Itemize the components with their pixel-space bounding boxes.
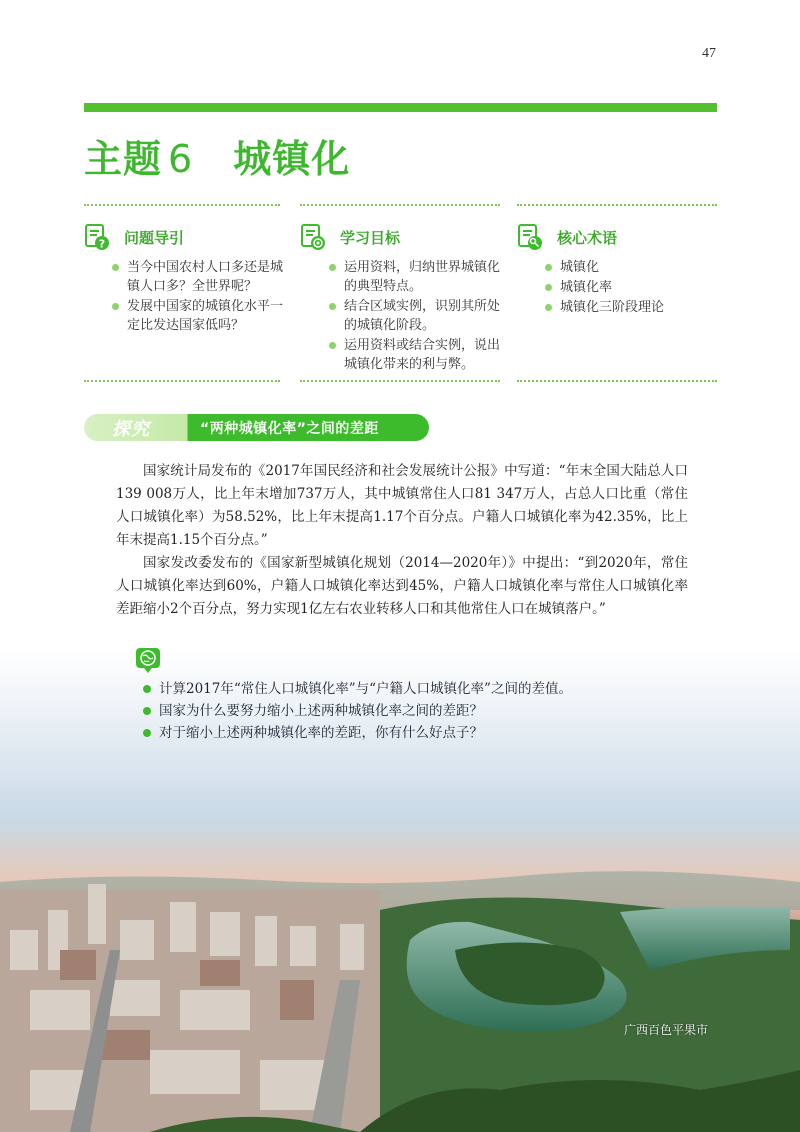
- target-doc-icon: [300, 223, 326, 251]
- column-title: 学习目标: [340, 228, 401, 247]
- paragraph: 国家发改委发布的《国家新型城镇化规划（2014—2020年）》中提出：“到2020年，常住人口城镇化率达到60%，户籍人口城镇化率达到45%，户籍人口城镇化率与常住人口城镇化率差距缩小2个百分点，努力实现1亿左右农业转移人口和其他常住人口在城镇落户。”: [116, 555, 688, 617]
- column-divider-top: [517, 204, 717, 206]
- column-title: 核心术语: [557, 228, 618, 247]
- explore-banner: [84, 414, 429, 441]
- photo-caption: 广西百色平果市: [624, 1023, 709, 1037]
- column-divider-top: [300, 204, 500, 206]
- page-number: 47: [702, 46, 716, 61]
- column-divider-top: [84, 204, 280, 206]
- list-item: 运用资料，归纳世界城镇化的典型特点。: [328, 258, 505, 296]
- key-terms-column: [517, 220, 717, 318]
- key-doc-icon: [517, 223, 543, 251]
- chapter-title-name: 城镇化: [233, 137, 351, 181]
- list-item: 结合区域实例，识别其所处的城镇化阶段。: [328, 297, 505, 335]
- column-title: 问题导引: [124, 228, 185, 247]
- column-divider-bottom: [517, 380, 717, 382]
- svg-text:?: ?: [98, 237, 106, 251]
- chapter-title-number: 6: [168, 137, 194, 181]
- paragraph: 国家统计局发布的《2017年国民经济和社会发展统计公报》中写道：“年末全国大陆总人口139 008万人，比上年末增加737万人，其中城镇常住人口81 347万人，占总人口比重（常住人口城镇化率）为58.52%，比上年末提高1.17个百分点。户籍人口城镇化率为42.35%，比上年末提高1.15个百分点。”: [116, 463, 688, 548]
- list-item: 当今中国农村人口多还是城镇人口多？全世界呢？: [111, 258, 284, 296]
- globe-question-icon: [134, 646, 162, 674]
- explore-topic: “两种城镇化率”之间的差距: [200, 421, 379, 437]
- learning-goals-column: [300, 220, 505, 375]
- list-item: 城镇化率: [544, 278, 717, 297]
- list-item: 运用资料或结合实例，说出城镇化带来的利与弊。: [328, 336, 505, 374]
- column-divider-bottom: [300, 380, 500, 382]
- chapter-title-prefix: 主题: [84, 137, 163, 181]
- explore-label: 探究: [112, 419, 150, 440]
- question-item: 计算2017年“常住人口城镇化率”与“户籍人口城镇化率”之间的差值。: [143, 678, 703, 700]
- list-item: 城镇化三阶段理论: [544, 298, 717, 317]
- guide-questions-column: [84, 220, 284, 336]
- list-item: 发展中国家的城镇化水平一定比发达国家低吗？: [111, 297, 284, 335]
- column-divider-bottom: [84, 380, 280, 382]
- list-item: 城镇化: [544, 258, 717, 277]
- chapter-title: [84, 128, 350, 188]
- chapter-top-bar: [84, 103, 717, 112]
- question-list: [143, 678, 703, 744]
- question-item: 对于缩小上述两种城镇化率的差距，你有什么好点子？: [143, 722, 703, 744]
- question-item: 国家为什么要努力缩小上述两种城镇化率之间的差距？: [143, 700, 703, 722]
- question-doc-icon: [84, 223, 110, 251]
